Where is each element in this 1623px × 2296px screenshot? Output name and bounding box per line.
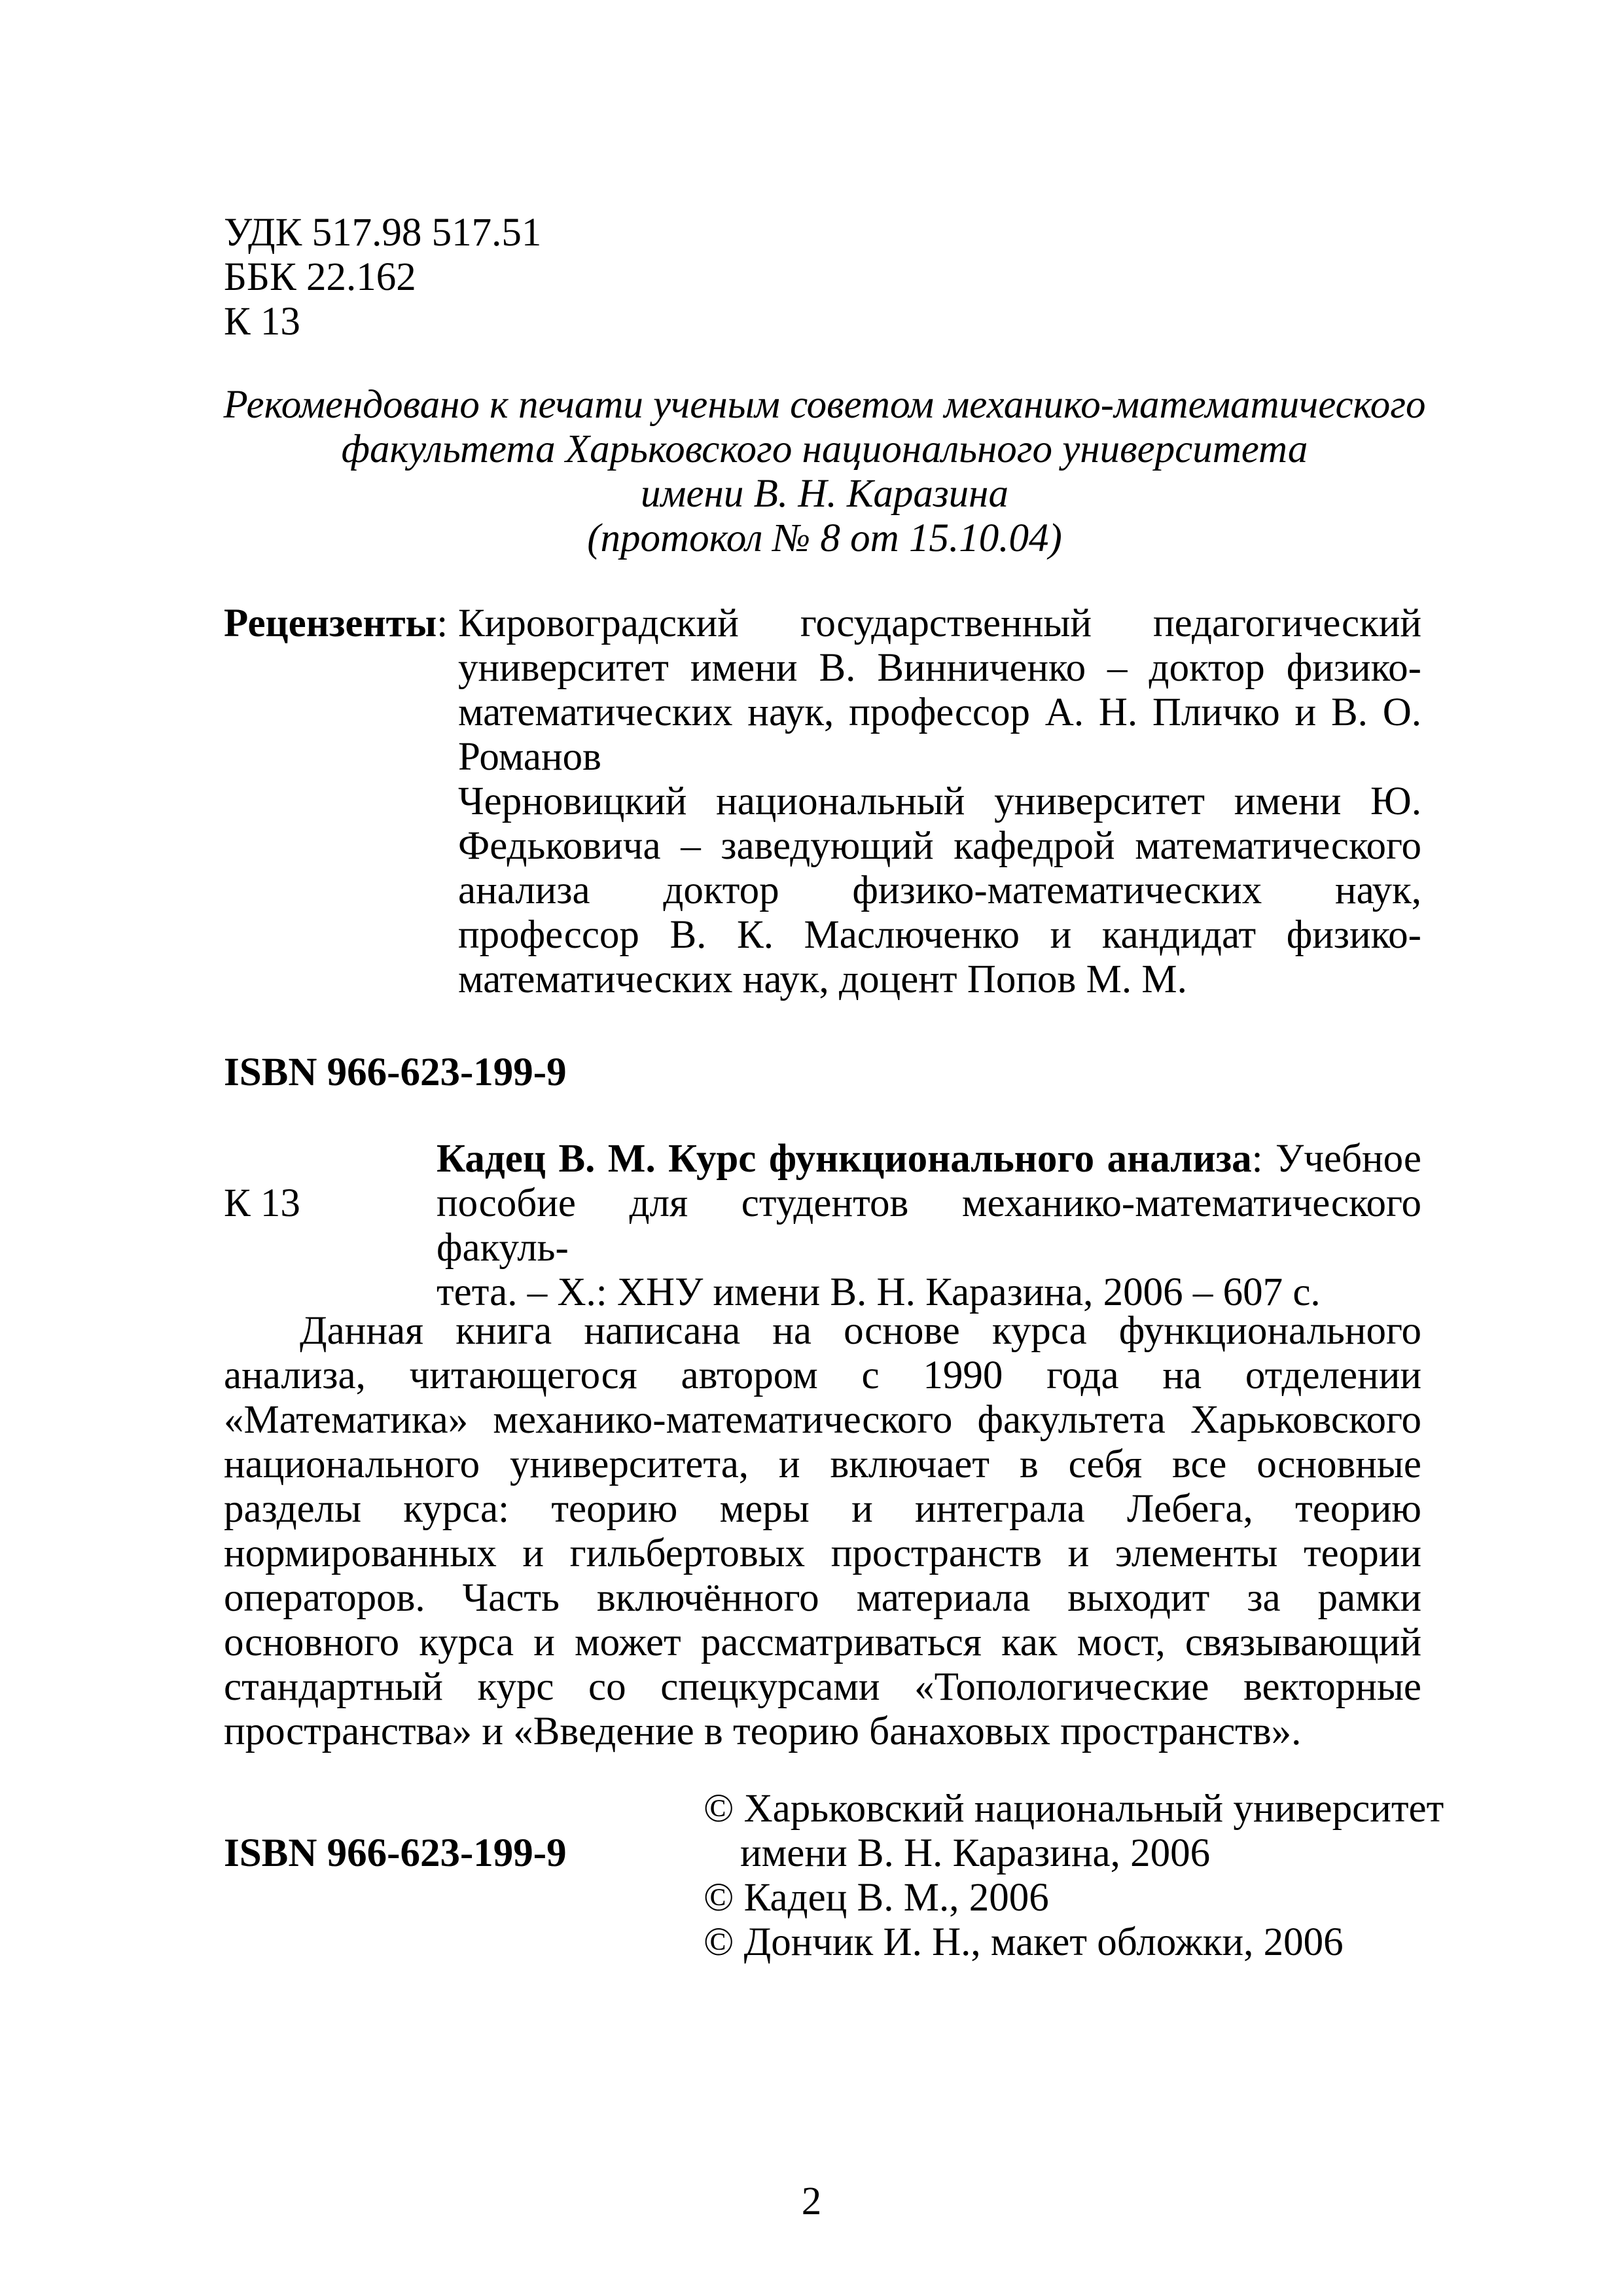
- author-mark: К 13: [224, 300, 300, 344]
- reviewer-second: Черновицкий национальный университет имени Ю. Федьковича – заведующий кафедрой математического анализа доктор физико-математических наук, профессор В. К. Маслюченко и кандидат физико-математических наук, доцент Попов М. М.: [458, 780, 1421, 1001]
- reviewer-first: Кировоградский государственный педагогический университет имени В. Винниченко – доктор физико-математических наук, профессор А. Н. Пличко и В. О. Романов: [458, 601, 1421, 779]
- copyright-author: © Кадец В. М., 2006: [704, 1876, 1049, 1920]
- reviewers-list: [458, 601, 1421, 1002]
- publication-recommendation: [196, 383, 1453, 561]
- catalog-line-3: тета. – Х.: ХНУ имени В. Н. Каразина, 2006 – 607 с.: [437, 1270, 1321, 1314]
- copyright-university-name: имени В. Н. Каразина, 2006: [740, 1831, 1211, 1875]
- bbk-code: ББК 22.162: [224, 255, 416, 299]
- recommendation-line: имени В. Н. Каразина: [641, 472, 1008, 516]
- classification-codes: [224, 211, 813, 344]
- udk-code: УДК 517.98 517.51: [224, 211, 542, 255]
- copyright-university: © Харьковский национальный университет: [704, 1787, 1444, 1831]
- copyright-block: [704, 1787, 1444, 1965]
- catalog-title: Кадец В. М. Курс функционального анализа: [437, 1137, 1252, 1181]
- recommendation-line: Рекомендовано к печати ученым советом механико-математического: [223, 383, 1426, 427]
- catalog-line-2: пособие для студентов механико-математического факуль-: [437, 1181, 1421, 1270]
- annotation: [224, 1309, 1421, 1754]
- catalog-line-1: Кадец В. М. Курс функционального анализа: Учебное: [437, 1137, 1421, 1181]
- copyright-cover: © Дончик И. Н., макет обложки, 2006: [704, 1920, 1344, 1964]
- reviewers-label: Рецензенты:: [224, 601, 448, 645]
- isbn-top: ISBN 966-623-199-9: [224, 1050, 567, 1094]
- recommendation-line: факультета Харьковского национального университета: [341, 427, 1308, 471]
- recommendation-protocol: (протокол № 8 от 15.10.04): [587, 516, 1062, 560]
- page-number: 2: [801, 2179, 822, 2223]
- catalog-code: К 13: [224, 1181, 300, 1225]
- isbn-bottom: ISBN 966-623-199-9: [224, 1831, 567, 1875]
- annotation-text: Данная книга написана на основе курса функционального анализа, читающегося автором с 1990 года на отделении «Математика» механико-математического факультета Харьковского национального университета, и включает в себя все основные разделы курса: теорию меры и интеграла Лебега, теорию нормированных и гильбертовых пространств и элементы теории операторов. Часть включённого материала выходит за рамки основного курса и может рассматриваться как мост, связывающий стандартный курс со спецкурсами «Топологические векторные пространства» и «Введение в теорию банаховых пространств».: [224, 1309, 1421, 1753]
